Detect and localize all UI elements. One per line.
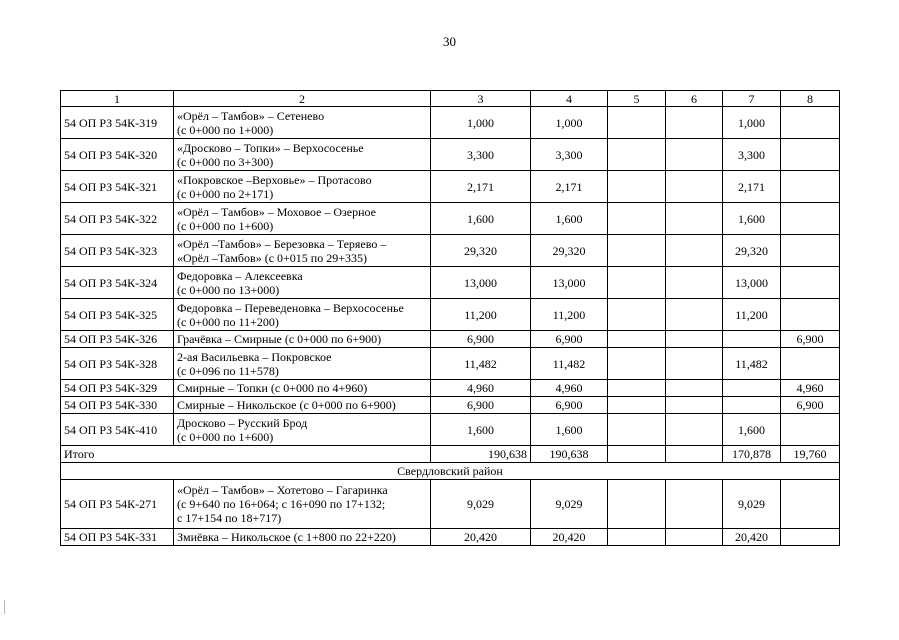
value-cell-c7: 1,600	[723, 203, 781, 235]
value-cell-c3: 11,200	[431, 299, 531, 331]
table-row	[61, 107, 840, 139]
road-name-cell	[174, 380, 431, 397]
table-row	[61, 529, 840, 546]
value-cell-c5	[608, 267, 666, 299]
value-cell-c8	[781, 348, 840, 380]
header-row	[61, 91, 840, 107]
road-name-line: «Орёл –Тамбов» – Березовка – Теряево –	[177, 236, 387, 251]
road-name-line: Федоровка – Алексеевка	[177, 268, 303, 283]
value-cell-c6	[666, 331, 723, 348]
value-cell-c8: 6,900	[781, 397, 840, 414]
value-cell-c4: 13,000	[531, 267, 608, 299]
value-cell-c8: 6,900	[781, 331, 840, 348]
road-name-line: Грачёвка – Смирные (с 0+000 по 6+900)	[177, 332, 382, 346]
road-name-line: (с 0+000 по 3+300)	[177, 154, 274, 169]
value-cell-c7	[723, 380, 781, 397]
road-name-cell	[174, 414, 431, 446]
table-row	[61, 235, 840, 267]
value-cell-c7: 11,200	[723, 299, 781, 331]
road-code-cell: 54 ОП РЗ 54К-325	[61, 299, 174, 331]
value-cell-c6	[666, 139, 723, 171]
value-cell-c5	[608, 348, 666, 380]
total-cell: 190,638	[431, 446, 531, 463]
page-number: 30	[443, 34, 456, 49]
road-name-line: (с 0+000 по 1+000)	[177, 122, 274, 137]
value-cell-c6	[666, 348, 723, 380]
table-row	[61, 331, 840, 348]
road-name-cell	[174, 139, 431, 171]
total-label: Итого	[61, 446, 431, 463]
road-code-cell: 54 ОП РЗ 54К-326	[61, 331, 174, 348]
value-cell-c4: 11,482	[531, 348, 608, 380]
value-cell-c6	[666, 380, 723, 397]
table-row	[61, 203, 840, 235]
value-cell-c8	[781, 203, 840, 235]
road-name-line: Смирные – Топки (с 0+000 по 4+960)	[177, 381, 368, 395]
section-title: Свердловский район	[61, 463, 840, 480]
value-cell-c7	[723, 331, 781, 348]
value-cell-c3: 1,600	[431, 414, 531, 446]
section-row	[61, 463, 840, 480]
column-header: 2	[174, 91, 431, 107]
value-cell-c7	[723, 397, 781, 414]
road-code-cell: 54 ОП РЗ 54К-320	[61, 139, 174, 171]
value-cell-c5	[608, 480, 666, 529]
value-cell-c6	[666, 267, 723, 299]
value-cell-c7: 3,300	[723, 139, 781, 171]
road-code-cell: 54 ОП РЗ 54К-330	[61, 397, 174, 414]
value-cell-c6	[666, 107, 723, 139]
road-name-line: (с 0+096 по 11+578)	[177, 363, 279, 378]
road-name-cell	[174, 331, 431, 348]
value-cell-c6	[666, 529, 723, 546]
table-row	[61, 414, 840, 446]
road-code-cell: 54 ОП РЗ 54К-271	[61, 480, 174, 529]
value-cell-c5	[608, 397, 666, 414]
value-cell-c3: 20,420	[431, 529, 531, 546]
value-cell-c4: 4,960	[531, 380, 608, 397]
column-header: 1	[61, 91, 174, 107]
road-name-line: Федоровка – Переведеновка – Верхососенье	[177, 300, 404, 315]
value-cell-c8	[781, 107, 840, 139]
total-cell: 170,878	[723, 446, 781, 463]
total-cell: 190,638	[531, 446, 608, 463]
road-name-line: «Орёл – Тамбов» – Сетенево	[177, 108, 325, 123]
column-header: 7	[723, 91, 781, 107]
road-name-line: «Орёл – Тамбов» – Хотетово – Гагаринка	[177, 483, 388, 497]
road-name-cell	[174, 107, 431, 139]
value-cell-c7: 1,000	[723, 107, 781, 139]
value-cell-c4: 1,000	[531, 107, 608, 139]
value-cell-c7: 11,482	[723, 348, 781, 380]
value-cell-c5	[608, 171, 666, 203]
road-name-cell	[174, 480, 431, 529]
road-name-cell	[174, 203, 431, 235]
value-cell-c7: 2,171	[723, 171, 781, 203]
table-row	[61, 267, 840, 299]
road-name-cell	[174, 348, 431, 380]
road-name-line: (с 0+000 по 2+171)	[177, 186, 274, 201]
road-name-line: «Покровское –Верховье» – Протасово	[177, 172, 372, 187]
road-name-cell	[174, 171, 431, 203]
road-name-line: (с 9+640 по 16+064; с 16+090 по 17+132;	[177, 497, 386, 511]
road-name-line: (с 0+000 по 1+600)	[177, 429, 274, 444]
total-cell	[666, 446, 723, 463]
value-cell-c6	[666, 299, 723, 331]
value-cell-c5	[608, 139, 666, 171]
column-header: 4	[531, 91, 608, 107]
value-cell-c5	[608, 529, 666, 546]
value-cell-c6	[666, 235, 723, 267]
road-name-line: Смирные – Никольское (с 0+000 по 6+900)	[177, 398, 396, 412]
road-name-line: (с 0+000 по 13+000)	[177, 282, 280, 297]
value-cell-c5	[608, 107, 666, 139]
value-cell-c8	[781, 139, 840, 171]
value-cell-c8	[781, 414, 840, 446]
table-row	[61, 380, 840, 397]
value-cell-c8	[781, 299, 840, 331]
road-code-cell: 54 ОП РЗ 54К-324	[61, 267, 174, 299]
road-name-line: Дросково – Русский Брод	[177, 415, 308, 430]
column-header: 6	[666, 91, 723, 107]
total-row	[61, 446, 840, 463]
value-cell-c3: 6,900	[431, 331, 531, 348]
road-code-cell: 54 ОП РЗ 54К-319	[61, 107, 174, 139]
roads-table	[60, 90, 840, 546]
value-cell-c6	[666, 397, 723, 414]
road-code-cell: 54 ОП РЗ 54К-322	[61, 203, 174, 235]
column-header: 8	[781, 91, 840, 107]
scan-artifact	[4, 600, 5, 614]
value-cell-c6	[666, 203, 723, 235]
road-name-line: «Орёл – Тамбов» – Моховое – Озерное	[177, 204, 377, 219]
value-cell-c4: 6,900	[531, 331, 608, 348]
value-cell-c4: 9,029	[531, 480, 608, 529]
value-cell-c6	[666, 414, 723, 446]
value-cell-c4: 1,600	[531, 414, 608, 446]
value-cell-c3: 29,320	[431, 235, 531, 267]
road-name-cell	[174, 235, 431, 267]
value-cell-c5	[608, 299, 666, 331]
road-code-cell: 54 ОП РЗ 54К-410	[61, 414, 174, 446]
road-name-line: (с 0+000 по 1+600)	[177, 218, 274, 233]
value-cell-c5	[608, 414, 666, 446]
total-cell: 19,760	[781, 446, 840, 463]
value-cell-c5	[608, 331, 666, 348]
value-cell-c3: 6,900	[431, 397, 531, 414]
value-cell-c6	[666, 171, 723, 203]
road-code-cell: 54 ОП РЗ 54К-323	[61, 235, 174, 267]
table-row	[61, 139, 840, 171]
road-name-line: «Дросково – Топки» – Верхососенье	[177, 140, 364, 155]
value-cell-c3: 1,600	[431, 203, 531, 235]
value-cell-c7: 13,000	[723, 267, 781, 299]
value-cell-c4: 3,300	[531, 139, 608, 171]
value-cell-c8	[781, 235, 840, 267]
value-cell-c4: 11,200	[531, 299, 608, 331]
value-cell-c8	[781, 529, 840, 546]
value-cell-c8: 4,960	[781, 380, 840, 397]
value-cell-c3: 11,482	[431, 348, 531, 380]
value-cell-c4: 20,420	[531, 529, 608, 546]
value-cell-c8	[781, 171, 840, 203]
road-name-line: «Орёл –Тамбов» (с 0+015 по 29+335)	[177, 250, 367, 265]
value-cell-c7: 29,320	[723, 235, 781, 267]
value-cell-c3: 9,029	[431, 480, 531, 529]
value-cell-c6	[666, 480, 723, 529]
value-cell-c4: 2,171	[531, 171, 608, 203]
value-cell-c3: 4,960	[431, 380, 531, 397]
value-cell-c3: 2,171	[431, 171, 531, 203]
road-code-cell: 54 ОП РЗ 54К-328	[61, 348, 174, 380]
road-code-cell: 54 ОП РЗ 54К-321	[61, 171, 174, 203]
column-header: 3	[431, 91, 531, 107]
value-cell-c7: 9,029	[723, 480, 781, 529]
value-cell-c8	[781, 480, 840, 529]
value-cell-c4: 29,320	[531, 235, 608, 267]
value-cell-c3: 3,300	[431, 139, 531, 171]
road-name-cell	[174, 397, 431, 414]
road-name-line: Змиёвка – Никольское (с 1+800 по 22+220)	[177, 530, 396, 544]
value-cell-c5	[608, 203, 666, 235]
road-name-cell	[174, 299, 431, 331]
value-cell-c7: 1,600	[723, 414, 781, 446]
value-cell-c3: 1,000	[431, 107, 531, 139]
total-cell	[608, 446, 666, 463]
value-cell-c8	[781, 267, 840, 299]
road-code-cell: 54 ОП РЗ 54К-329	[61, 380, 174, 397]
road-name-cell	[174, 267, 431, 299]
value-cell-c4: 6,900	[531, 397, 608, 414]
table-row	[61, 171, 840, 203]
road-name-cell	[174, 529, 431, 546]
value-cell-c4: 1,600	[531, 203, 608, 235]
value-cell-c5	[608, 380, 666, 397]
road-name-line: с 17+154 по 18+717)	[177, 511, 282, 525]
value-cell-c5	[608, 235, 666, 267]
table-row	[61, 299, 840, 331]
road-code-cell: 54 ОП РЗ 54К-331	[61, 529, 174, 546]
road-name-line: 2-ая Васильевка – Покровское	[177, 349, 332, 364]
road-name-line: (с 0+000 по 11+200)	[177, 314, 279, 329]
value-cell-c3: 13,000	[431, 267, 531, 299]
table-row	[61, 480, 840, 529]
value-cell-c7: 20,420	[723, 529, 781, 546]
column-header: 5	[608, 91, 666, 107]
table-row	[61, 397, 840, 414]
table-row	[61, 348, 840, 380]
